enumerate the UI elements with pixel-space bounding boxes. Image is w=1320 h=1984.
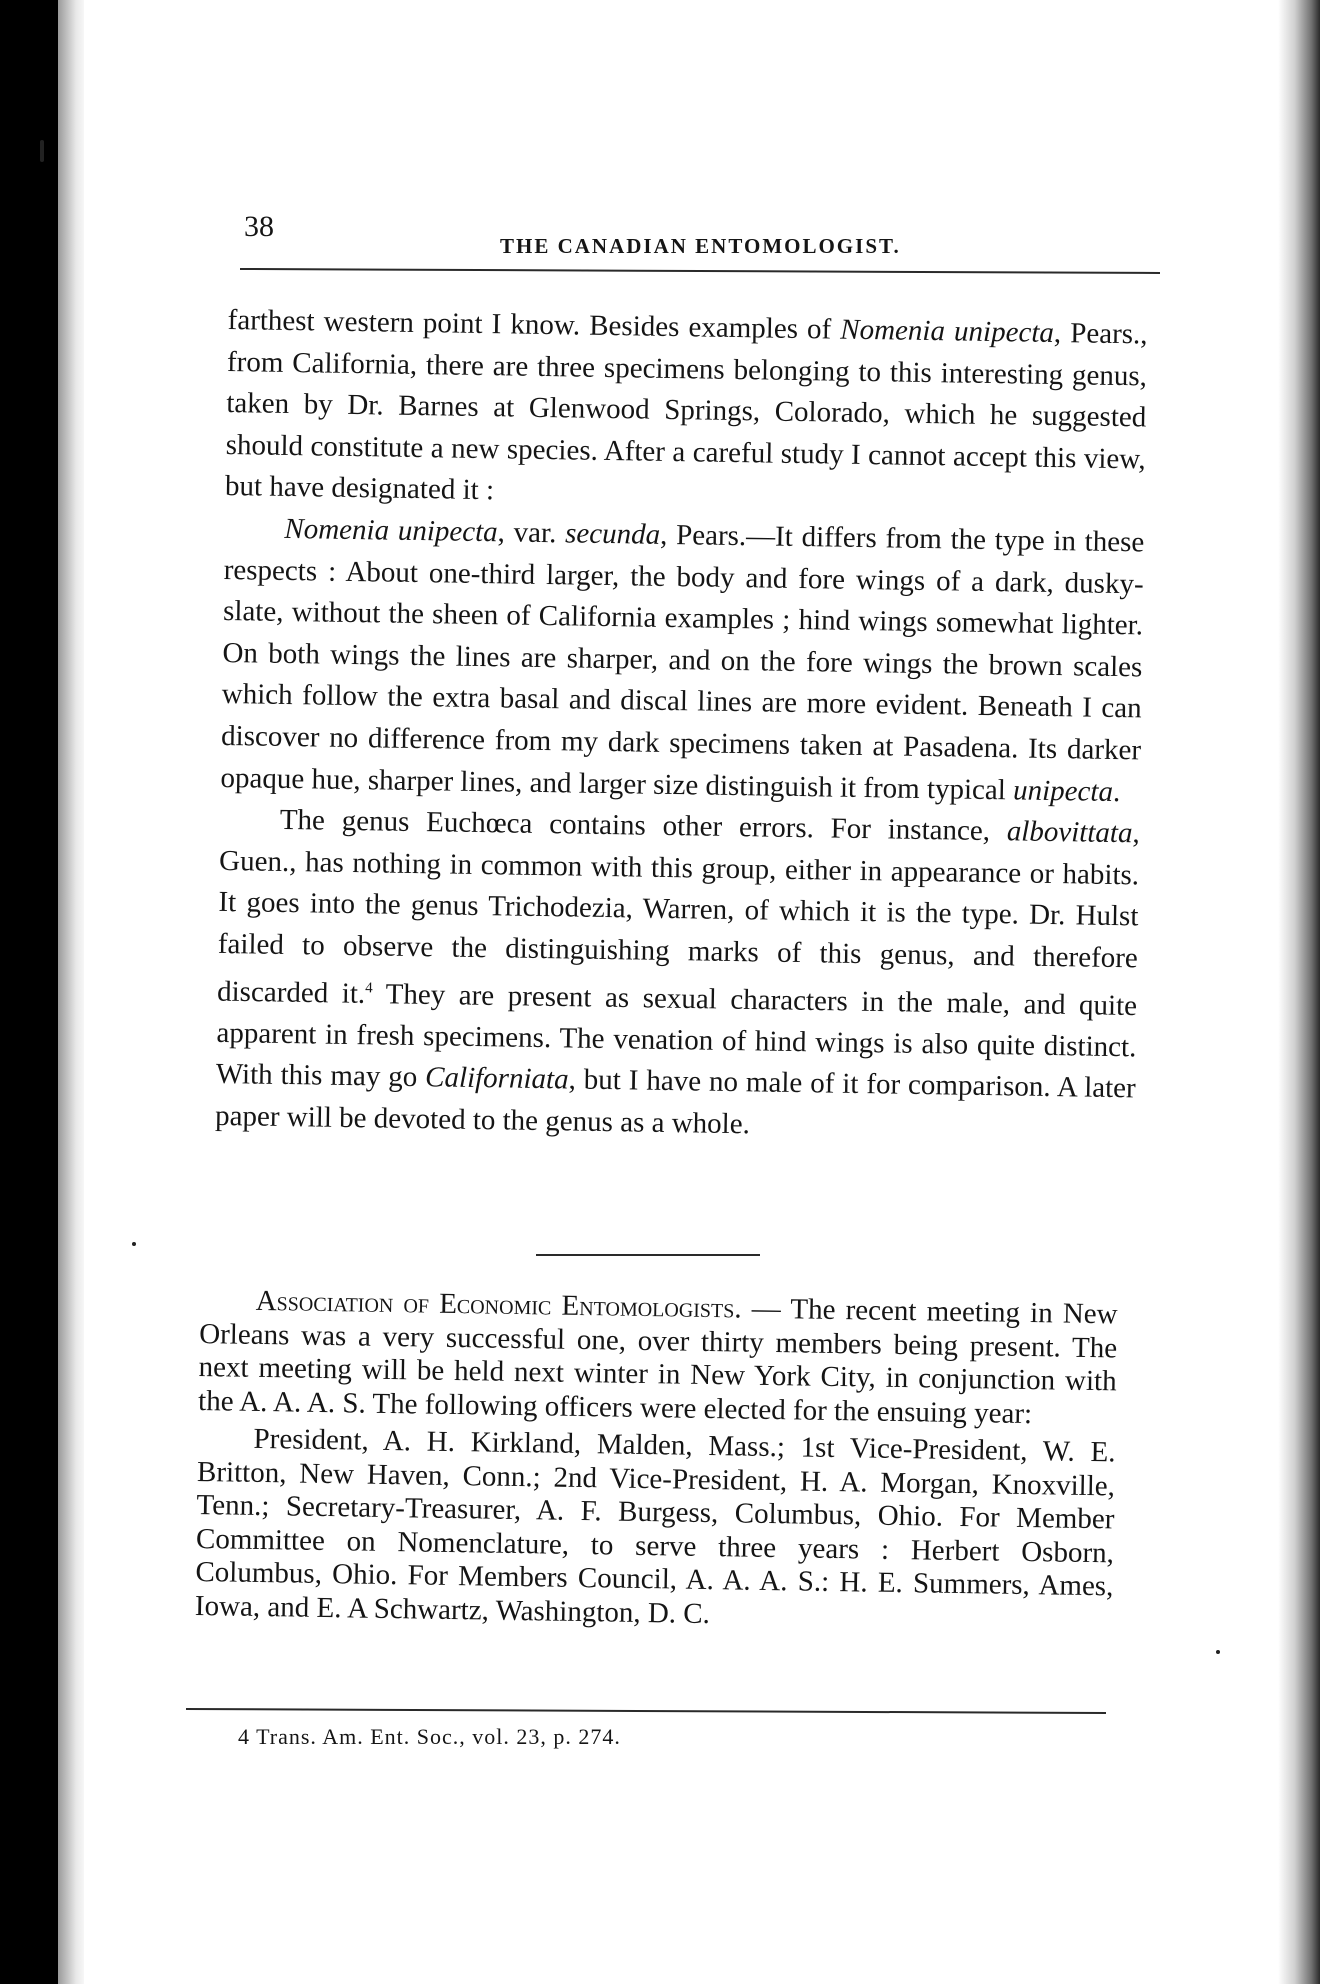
species-name: albovittata xyxy=(1006,815,1133,850)
ink-speck xyxy=(132,1242,136,1246)
footnote-marker: 4 xyxy=(365,979,373,996)
species-name: Nomenia unipecta xyxy=(284,512,498,549)
variety-name: secunda xyxy=(564,517,661,551)
association-title: Association of Economic Entomologists. xyxy=(255,1284,742,1325)
running-title: THE CANADIAN ENTOMOLOGIST. xyxy=(500,234,901,258)
ink-speck xyxy=(1216,1650,1220,1654)
association-paragraph-2: President, A. H. Kirkland, Malden, Mass.; 1st Vice-President, W. E. Britton, New Haven, Conn.; 2nd Vice-President, H. A. Morgan, Knoxville, Tenn.; Secretary-Treasurer, A. F. Burgess, Columbus, Ohio. For Member Committee on Nomenclature, to serve three years : Herbert Osborn, Columbus, Ohio. For Members Council, A. A. A. S.: H. E. Summers, Ames, Iowa, and E. A Schwartz, Washington, D. C. xyxy=(194,1422,1116,1630)
association-note xyxy=(195,1284,1118,1637)
species-name: Californiata xyxy=(424,1061,569,1096)
paragraph-3: The genus Euchœca contains other errors. For instance, albovittata, Guen., has nothing in common with this group, either in appearance or habits. It goes into the genus Trichodezia, Warren, of which it is the type. Dr. Hulst failed to observe the distinguishing marks of this genus, and therefore discarded it.$^4$ They are present as sexual characters in the male, and quite apparent in fresh specimens. The venation of hind wings is also quite distinct. With this may go Californiata, but I have no male of it for comparison. A later paper will be devoted to the genus as a whole. xyxy=(214,804,1140,1141)
footnote: 4 Trans. Am. Ent. Soc., vol. 23, p. 274. xyxy=(238,1724,621,1749)
article-body xyxy=(215,300,1148,1152)
species-name: Nomenia unipecta xyxy=(840,313,1055,349)
page-right-edge xyxy=(1278,0,1320,1984)
ink-speck xyxy=(40,140,44,162)
page-number: 38 xyxy=(244,210,274,243)
paragraph-1: farthest western point I know. Besides examples of Nomenia unipecta, Pears., from California, there are three specimens belonging to this interesting genus, taken by Dr. Barnes at Glenwood Springs, Colorado, which he suggested should constitute a new species. After a careful study I cannot accept this view, but have designated it : xyxy=(224,303,1148,507)
association-paragraph-1: Association of Economic Entomologists. — The recent meeting in New Orleans was a very successful one, over thirty members being present. The next meeting will be held next winter in New York City, in conjunction with the A. A. A. S. The following officers were elected for the ensuing year: xyxy=(197,1284,1118,1430)
section-divider xyxy=(536,1254,760,1256)
species-name: unipecta xyxy=(1012,773,1114,808)
paragraph-2: Nomenia unipecta, var. secunda, Pears.—It differs from the type in these respects : About one-third larger, the body and fore wings of a dark, dusky-slate, without the sheen of California examples ; hind wings somewhat lighter. On both wings the lines are sharper, and on the fore wings the brown scales which follow the extra basal and discal lines are more evident. Beneath I can discover no difference from my dark specimens taken at Pasadena. Its darker opaque hue, sharper lines, and larger size distinguish it from typical unipecta. xyxy=(220,512,1145,808)
